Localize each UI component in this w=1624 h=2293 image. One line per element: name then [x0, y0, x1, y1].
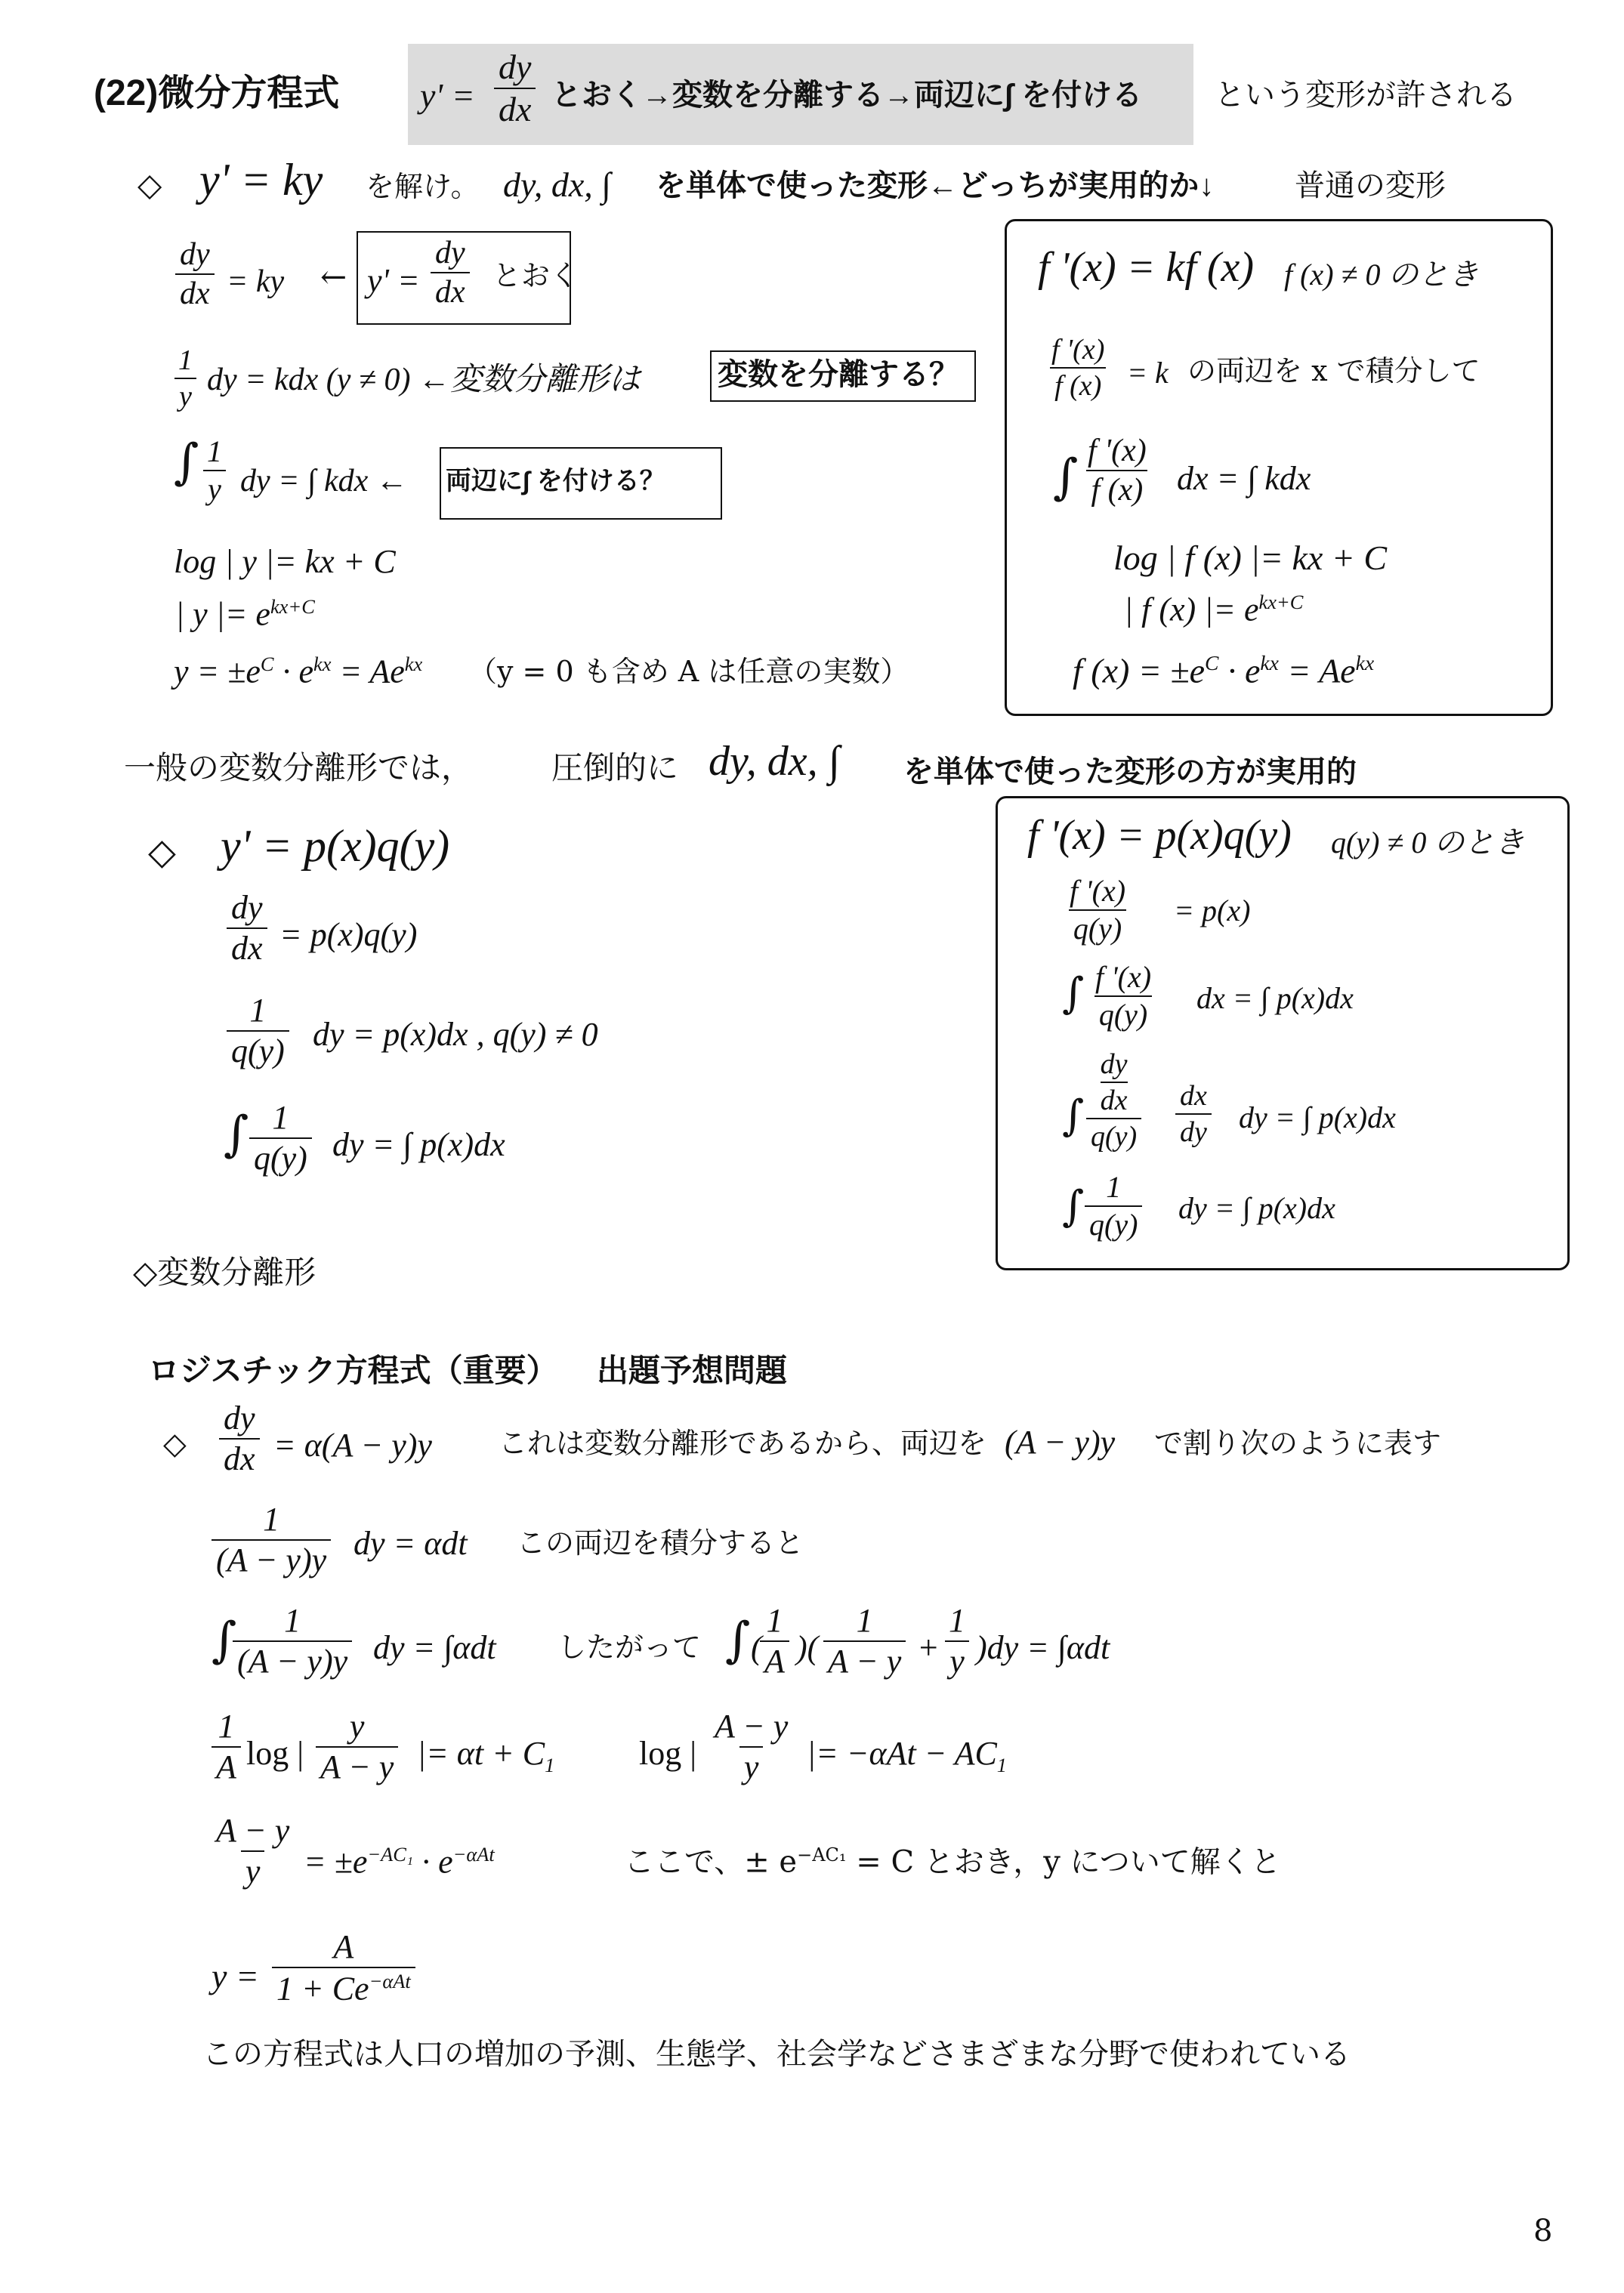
sup: kx: [1260, 651, 1279, 674]
frac-den: dx: [431, 272, 470, 308]
frac-den: y: [739, 1746, 764, 1784]
sec1-box-l6: [1073, 653, 1374, 688]
frac-num: 1: [766, 1602, 783, 1639]
sec1-l2-tail: dy = kdx (y ≠ 0) ←変数分離形は: [207, 363, 641, 397]
frac-den: q(y): [1069, 909, 1126, 944]
general-text1: 一般の変数分離形では，: [124, 749, 474, 786]
sec3-heading: ◇変数分離形: [133, 1255, 316, 1290]
sec1-box-l2-frac: [1047, 335, 1109, 400]
sec1-l6: [174, 654, 422, 689]
frac-den: dx: [175, 273, 215, 310]
frac-num: 1: [207, 434, 222, 468]
frac-num: 1: [949, 1602, 965, 1639]
sec2-l3-rhs: dy = ∫ p(x)dx: [332, 1126, 505, 1163]
frac-num: 1: [249, 992, 267, 1029]
sec4-l3-integral: ∫: [211, 1613, 237, 1668]
sec2-box-l1-note: q(y) ≠ 0 のとき: [1331, 826, 1525, 859]
sub: 1: [545, 1753, 555, 1776]
frac-den: dx: [494, 88, 536, 127]
frac-den: dy: [1175, 1113, 1212, 1146]
sec2-box-l3-integral: ∫: [1062, 969, 1085, 1018]
frac-den: f (x): [1086, 470, 1147, 506]
frac-num: dy: [231, 889, 263, 926]
expr: |= αt + C: [417, 1735, 545, 1772]
sec4-l3-frac: [233, 1604, 352, 1678]
frac-den: A: [211, 1746, 241, 1784]
general-text3: を単体で使った変形の方が実用的: [903, 755, 1357, 789]
expr: = Ae: [331, 653, 405, 690]
frac-den: A: [760, 1640, 789, 1678]
sec4-l3-note: したがって: [557, 1631, 702, 1664]
frac-den: q(y): [1086, 1118, 1141, 1151]
expr: = Ae: [1278, 651, 1356, 690]
sup: C: [1205, 651, 1219, 674]
sec1-l2-box-text: 変数を分離する？: [718, 358, 959, 391]
sec4-l3-rhs: dy = ∫αdt: [373, 1629, 496, 1666]
expr: · e: [273, 653, 314, 690]
frac-den: (A − y)y: [211, 1539, 331, 1577]
expr: |= −αAt − AC: [807, 1735, 997, 1772]
sec4-l5-frac: [211, 1814, 294, 1888]
sec1-box-l1-note: f (x) ≠ 0 のとき: [1284, 258, 1479, 292]
sec2-box-l3-rhs: dx = ∫ p(x)dx: [1196, 981, 1354, 1015]
inner-den: dx: [1101, 1082, 1128, 1115]
expr: = ±e: [304, 1843, 368, 1881]
expr: · e: [413, 1843, 453, 1881]
frac-den: q(y): [249, 1137, 312, 1175]
sec4-l3b-rhs: )dy = ∫αdt: [976, 1629, 1110, 1666]
frac-num: A − y: [715, 1708, 789, 1745]
sec1-l1-box-lhs: y' =: [367, 262, 420, 299]
sec4-l2-frac: [211, 1503, 331, 1577]
sec4-l4b-rhs: [807, 1737, 1007, 1775]
sec4-footer: この方程式は人口の増加の予測、生態学、社会学などさまざまな分野で使われている: [202, 2037, 1351, 2072]
sec1-l3-frac: [202, 434, 227, 506]
page-number: 8: [1533, 2214, 1553, 2248]
sec4-l4-frac2: [316, 1710, 398, 1784]
sec4-heading2: 出題予想問題: [597, 1353, 788, 1388]
sec2-box-l1: f '(x) = p(x)q(y): [1027, 812, 1292, 859]
frac-num: f '(x): [1095, 960, 1152, 994]
sec4-l3b-frac1: [760, 1604, 789, 1678]
frac-num: A − y: [216, 1812, 290, 1849]
frac-den: y: [174, 378, 196, 411]
sec4-l1-note: これは変数分離形であるから、両辺を: [499, 1427, 987, 1460]
sec2-marker: ◇: [148, 831, 176, 873]
sec4-l5-rhs: [304, 1844, 495, 1879]
sec4-l4-log: log |: [246, 1735, 304, 1772]
sec1-l1-frac: [175, 239, 215, 310]
sec1-box-l3-integral: ∫: [1053, 449, 1079, 505]
frac-den: [272, 1967, 415, 2006]
frac-num: 1: [218, 1708, 235, 1745]
sec1-box-l2-rhs: = k: [1127, 356, 1169, 390]
frac-num: 1: [178, 344, 193, 376]
frac-num: [1096, 1050, 1132, 1118]
sec4-l2-rhs: dy = αdt: [354, 1525, 468, 1562]
frac-den: A − y: [823, 1640, 906, 1678]
frac-num: f '(x): [1070, 874, 1126, 908]
sec1-marker: ◇: [137, 166, 162, 203]
sec2-l2-frac: [227, 994, 289, 1068]
expr: ここで、± e: [624, 1844, 798, 1880]
frac-num: f '(x): [1088, 434, 1147, 468]
sec2-box-l5-integral: ∫: [1062, 1182, 1085, 1231]
frac-den: (A − y)y: [233, 1640, 352, 1678]
sec2-box-l4-frac: [1086, 1050, 1141, 1151]
sec2-box-l2-rhs: = p(x): [1174, 893, 1251, 927]
frac-den: A − y: [316, 1746, 398, 1784]
sup: kx+C: [1258, 591, 1304, 613]
sec4-l3b-frac2: [823, 1604, 906, 1678]
sec4-l1-frac: [219, 1402, 260, 1476]
frac-den: y: [203, 470, 226, 505]
frac-den: f (x): [1050, 367, 1106, 400]
sec1-box-l2-note: の両辺を x で積分して: [1187, 354, 1480, 387]
sec1-box-l3-rhs: dx = ∫ kdx: [1177, 460, 1311, 497]
sec1-l5: [175, 597, 315, 631]
sec2-equation: y' = p(x)q(y): [221, 821, 450, 871]
expr: | y |= e: [175, 595, 270, 633]
frac-num: 1: [1106, 1170, 1122, 1204]
frac-den: y: [945, 1640, 969, 1678]
sup: −AC₁: [797, 1844, 847, 1866]
header-dydx-frac: [494, 50, 536, 127]
frac-num: A: [333, 1928, 354, 1965]
sec1-l1-box-text: とおく: [492, 259, 579, 292]
frac-num: dy: [224, 1400, 255, 1437]
sec1-box-l3-frac: [1083, 435, 1151, 506]
general-text2: 圧倒的に: [551, 749, 679, 786]
sec1-l3-mid: dy = ∫ kdx ←: [240, 464, 408, 498]
sec1-l4: log | y |= kx + C: [174, 543, 396, 580]
sec1-normal-label: 普通の変形: [1295, 168, 1446, 203]
frac-num: 1: [284, 1602, 301, 1639]
sec2-box-l4-integral: ∫: [1062, 1091, 1085, 1140]
sup: kx+C: [270, 595, 315, 618]
sec4-l3b-mid: )(: [796, 1629, 819, 1666]
sub: 1: [996, 1753, 1007, 1776]
expr: 1 + Ce: [276, 1970, 369, 2008]
frac-num: 1: [856, 1602, 873, 1639]
sec1-box-l4: log | f (x) |= kx + C: [1113, 539, 1388, 577]
sec2-l1-frac: [227, 891, 267, 965]
sec1-box-l5: [1124, 592, 1303, 627]
header-yprime: y' =: [420, 76, 475, 115]
inner-num: dy: [1100, 1048, 1128, 1080]
sec4-l4-frac1: [211, 1710, 241, 1784]
sec4-l1-note2: で割り次のように表す: [1154, 1427, 1442, 1460]
sec2-box-l4-rhs: dy = ∫ p(x)dx: [1239, 1100, 1396, 1134]
frac-den: q(y): [227, 1030, 289, 1068]
frac-num: 1: [263, 1501, 280, 1538]
sec1-l2-frac: [174, 346, 197, 411]
frac-den: q(y): [1085, 1205, 1142, 1240]
frac-num: dx: [1180, 1080, 1207, 1112]
sec4-l4b-frac: [710, 1710, 792, 1784]
sec1-l3-integral: ∫: [174, 434, 199, 490]
expr: | f (x) |= e: [1124, 591, 1259, 628]
sup: kx: [404, 653, 423, 675]
sup: −αAt: [452, 1843, 495, 1866]
header-tail: という変形が許される: [1215, 78, 1517, 113]
sec4-marker: ◇: [163, 1427, 187, 1461]
general-symbols: dy, dx, ∫: [709, 738, 840, 785]
expr: = C とおき，y について解くと: [846, 1844, 1281, 1880]
sec4-l4-rhs: [417, 1737, 554, 1775]
sec1-box-l1: f '(x) = kf (x): [1038, 244, 1255, 291]
sec1-l1-box-frac: [431, 237, 470, 308]
sup: −αAt: [369, 1970, 411, 1992]
sec4-l1-rhs: = α(A − y)y: [273, 1427, 432, 1464]
sec4-l4b-log: log |: [639, 1735, 697, 1772]
sec2-l3-integral: ∫: [224, 1106, 249, 1162]
sup: C: [260, 653, 274, 675]
sec4-l1-expr: (A − y)y: [1005, 1424, 1116, 1461]
sec2-l3-frac: [249, 1101, 312, 1175]
sec2-l1-rhs: = p(x)q(y): [279, 916, 418, 953]
frac-num: dy: [499, 48, 532, 86]
sec4-l3b-plus: +: [917, 1629, 940, 1666]
sec4-l6-frac: [272, 1930, 415, 2006]
sec4-heading: ロジスチック方程式（重要）: [148, 1353, 558, 1388]
frac-den: y: [241, 1850, 265, 1888]
frac-num: dy: [435, 236, 465, 270]
frac-den: q(y): [1095, 995, 1152, 1030]
sec2-box-l2-frac: [1065, 876, 1130, 944]
frac-num: f '(x): [1051, 334, 1105, 366]
sec1-equation: y' = ky: [199, 155, 323, 205]
sec4-l3b-integral: ∫: [725, 1613, 751, 1668]
sec2-box-l5-rhs: dy = ∫ p(x)dx: [1178, 1191, 1335, 1225]
sup: kx: [1355, 651, 1375, 674]
sec2-box-l5-frac: [1085, 1172, 1142, 1240]
expr: y = ±e: [174, 653, 261, 690]
sec1-l6-note: （y = 0 も含め A は任意の実数）: [468, 655, 909, 688]
sec4-l2-note: この両辺を積分すると: [517, 1526, 804, 1560]
sec1-l1-arrow: ←: [320, 258, 347, 295]
sec1-l3-box-text: 両辺に∫ を付ける？: [446, 467, 665, 495]
sec4-l3b-open: (: [751, 1629, 762, 1666]
frac-den: dx: [219, 1438, 260, 1476]
sup: kx: [313, 653, 332, 675]
frac-den: dx: [227, 927, 267, 965]
sec1-l1-rhs: = ky: [227, 264, 285, 299]
header-boxed-text: とおく→変数を分離する→両辺に∫ を付ける: [551, 79, 1143, 112]
sec1-note: を単体で使った変形←どっちが実用的か↓: [656, 169, 1215, 202]
frac-num: 1: [272, 1099, 289, 1136]
expr: f (x) = ±e: [1073, 651, 1206, 690]
sec2-box-l3-frac: [1091, 962, 1156, 1030]
sec4-l6-lhs: y =: [211, 1957, 259, 1995]
sec4-l3b-frac3: [944, 1604, 970, 1678]
sec1-solve: を解け。: [366, 170, 480, 203]
sec1-symbols: dy, dx, ∫: [503, 165, 611, 204]
sup: −AC₁: [367, 1843, 414, 1866]
frac-num: dy: [180, 237, 210, 272]
frac-num: y: [349, 1708, 365, 1745]
sec4-l5-note: [624, 1844, 1281, 1880]
expr: · e: [1218, 651, 1261, 690]
sec2-box-l4-frac2: [1175, 1082, 1212, 1146]
page-title: (22)微分方程式: [94, 73, 340, 113]
sec2-l2-rhs: dy = p(x)dx , q(y) ≠ 0: [313, 1016, 598, 1053]
